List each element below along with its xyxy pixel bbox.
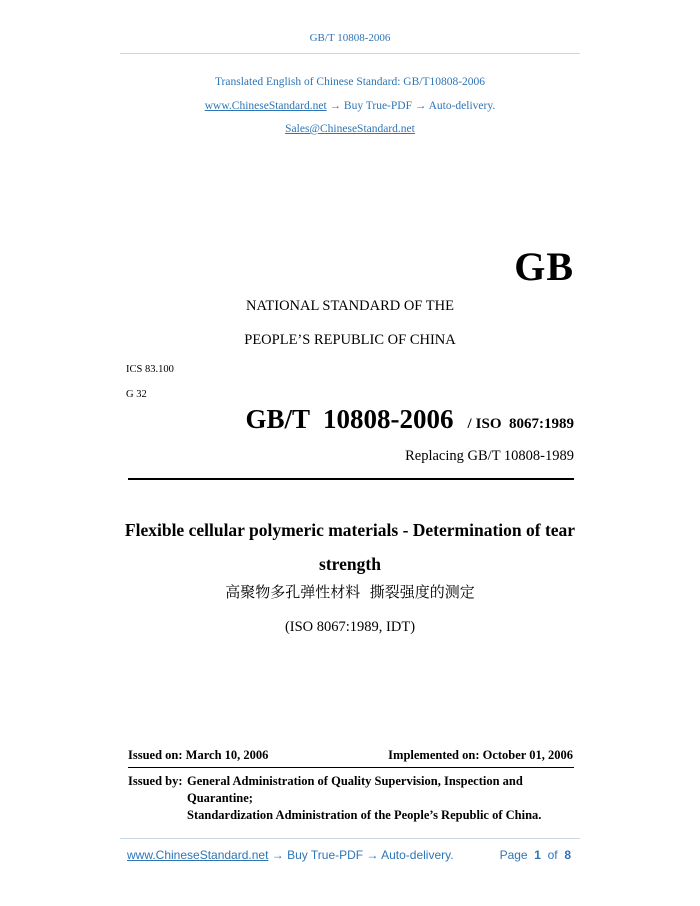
gb-logo: GB	[514, 244, 574, 289]
footer-purchase-line	[127, 848, 454, 862]
purchase-line	[0, 100, 700, 112]
page-label: Page	[499, 848, 528, 862]
page-of: of	[547, 848, 558, 862]
national-standard-line1: NATIONAL STANDARD OF THE	[246, 298, 454, 314]
idt-reference: (ISO 8067:1989, IDT)	[284, 619, 416, 635]
ccs-code: G 32	[126, 389, 147, 400]
standard-number-line	[245, 404, 574, 435]
header-divider	[120, 53, 580, 54]
issuer-line1: General Administration of Quality Supervision, Inspection and	[187, 774, 523, 788]
national-standard-line2: PEOPLE’S REPUBLIC OF CHINA	[244, 332, 456, 348]
dates-divider	[128, 767, 574, 768]
email-line	[0, 123, 700, 135]
implemented-on-date: Implemented on: October 01, 2006	[388, 748, 573, 762]
issued-by-label: Issued by:	[128, 774, 183, 788]
title-divider	[128, 478, 574, 480]
footer-site-link[interactable]: www.ChineseStandard.net	[127, 848, 269, 862]
iso-reference: ISO 8067:1989	[475, 416, 574, 432]
purchase-text: → Buy True-PDF → Auto-delivery.	[326, 100, 496, 112]
standard-number: GB/T 10808-2006	[245, 404, 454, 434]
footer-divider	[120, 838, 580, 839]
replacing-note: Replacing GB/T 10808-1989	[405, 448, 574, 464]
footer-purchase-text: → Buy True-PDF → Auto-delivery.	[268, 848, 454, 862]
page-indicator	[500, 848, 571, 862]
running-header: GB/T 10808-2006	[309, 32, 391, 44]
translation-notice: Translated English of Chinese Standard: GB/T10808-2006	[214, 76, 486, 88]
chinese-title: 高聚物多孔弹性材料 撕裂强度的测定	[225, 583, 475, 601]
page-total: 8	[564, 848, 571, 862]
email-link[interactable]: Sales@ChineseStandard.net	[285, 123, 415, 135]
english-title: Flexible cellular polymeric materials - Determination of tear strength	[124, 520, 576, 574]
ics-code: ICS 83.100	[126, 364, 174, 375]
issuer-line2: Quarantine;	[187, 791, 253, 805]
issued-on-date: Issued on: March 10, 2006	[128, 748, 269, 762]
issuer-line3: Standardization Administration of the People’s Republic of China.	[187, 808, 542, 822]
page-current: 1	[534, 848, 541, 862]
standard-separator: /	[467, 416, 472, 432]
site-link[interactable]: www.ChineseStandard.net	[204, 100, 327, 112]
